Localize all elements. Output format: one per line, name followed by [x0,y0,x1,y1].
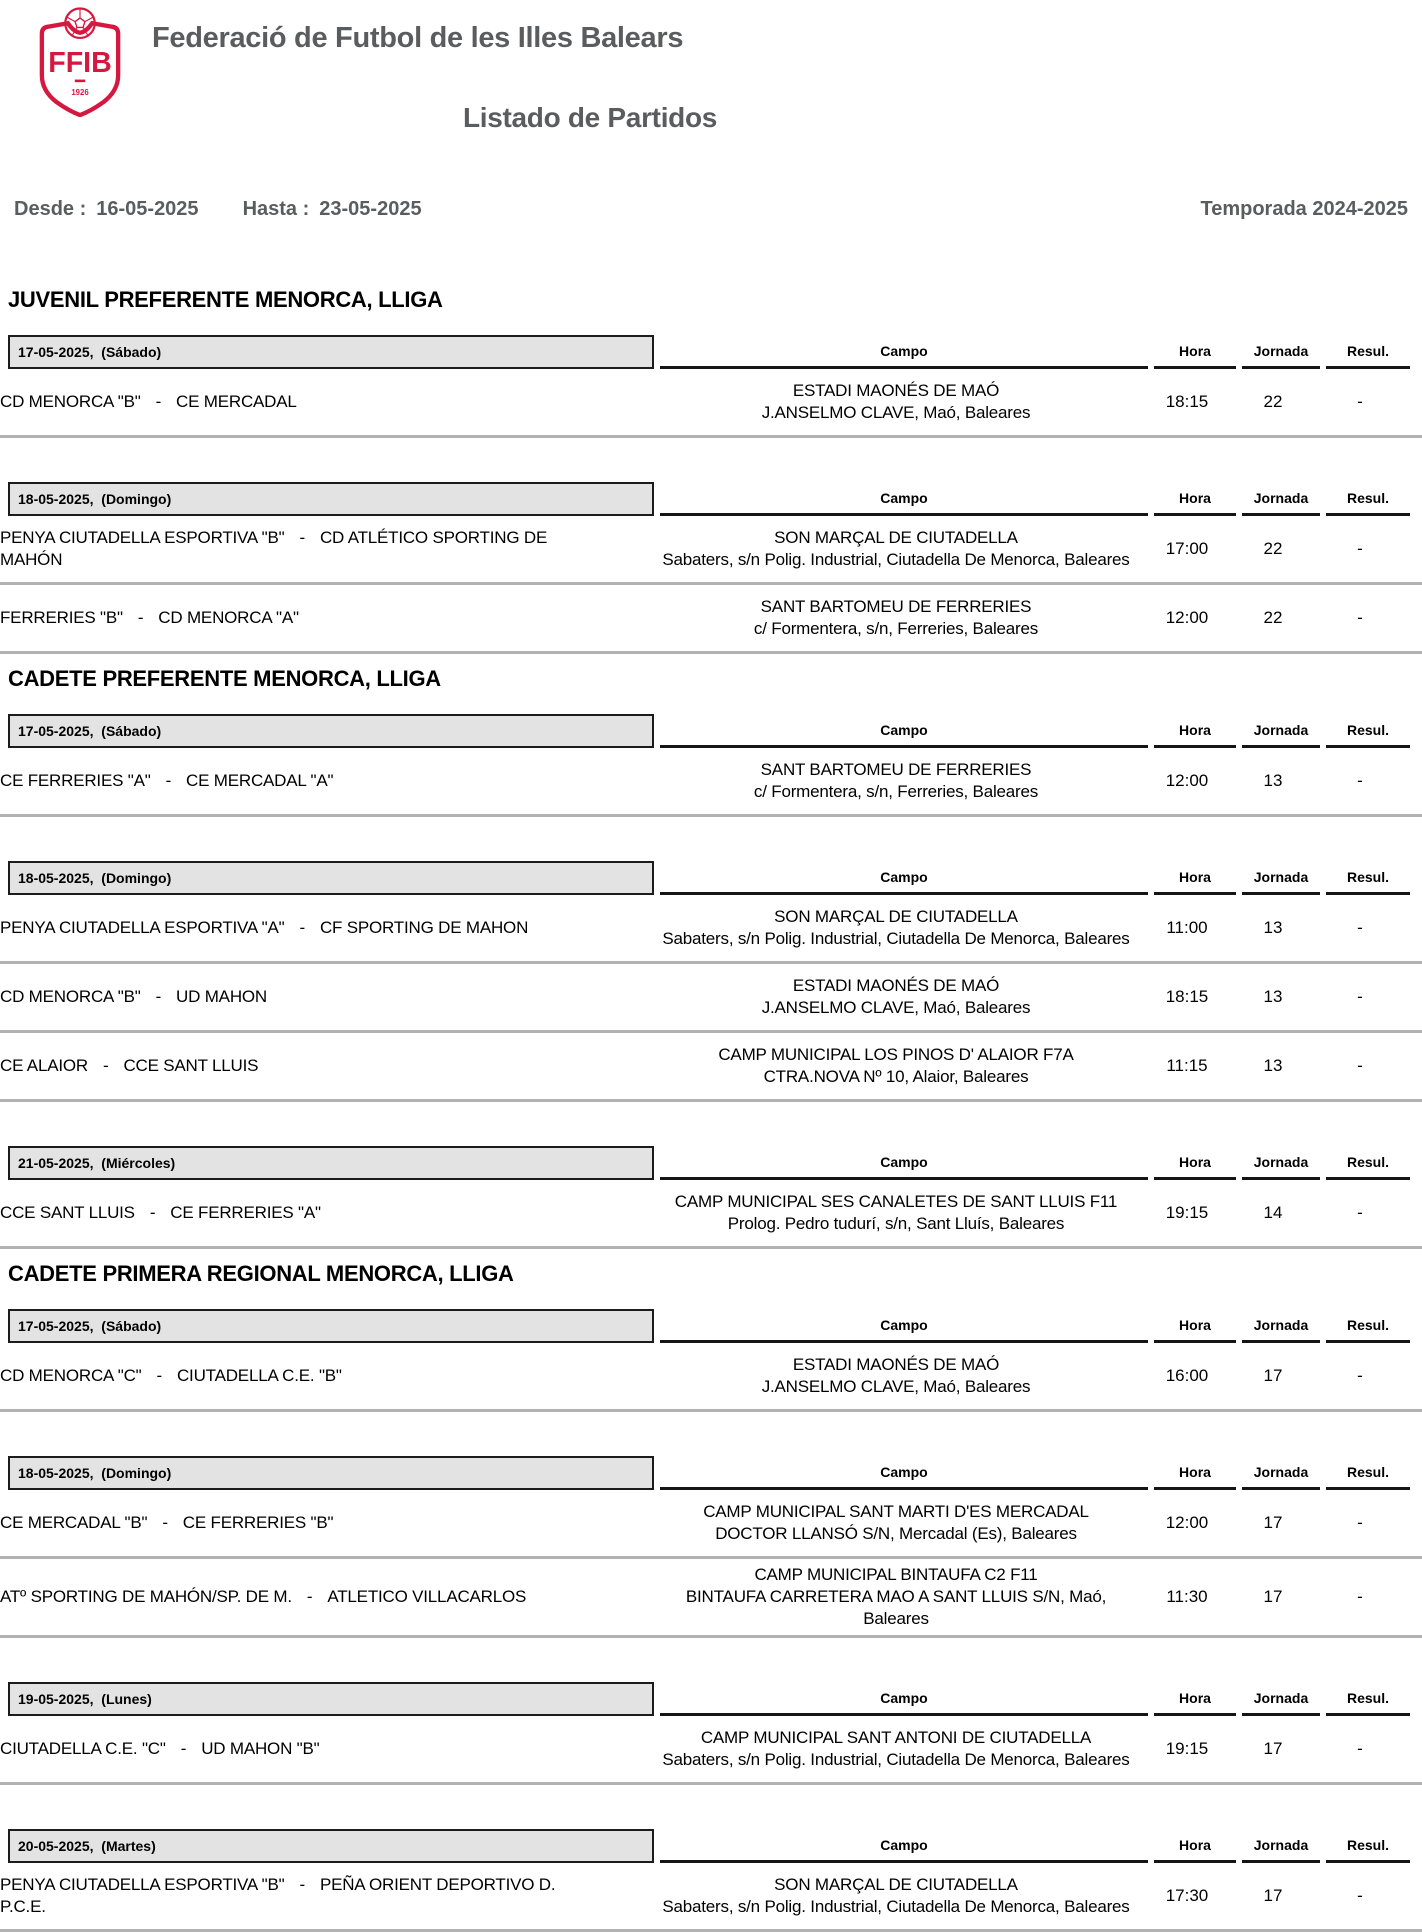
date-header-cell: 17-05-2025, (Sábado) [8,335,654,369]
match-jornada: 17 [1263,1886,1283,1905]
date-range [14,198,432,221]
venue-address: J.ANSELMO CLAVE, Maó, Baleares [761,403,1031,422]
match-row [0,585,1422,654]
match-resul: - [1357,918,1363,937]
venue-name: SANT BARTOMEU DE FERRERIES [760,597,1032,616]
match-resul: - [1357,1513,1363,1532]
match-row [0,1343,1422,1412]
match-jornada: 17 [1263,1513,1283,1532]
venue-name: SON MARÇAL DE CIUTADELLA [774,528,1018,547]
venue-address: J.ANSELMO CLAVE, Maó, Baleares [761,998,1031,1017]
venue-address: DOCTOR LLANSÓ S/N, Mercadal (Es), Baleares [715,1524,1077,1543]
venue-cell [652,906,1140,950]
page-title: Listado de Partidos [462,102,718,133]
away-team: CD ATLÉTICO SPORTING DE MAHÓN [0,528,548,569]
date-header-cell: 18-05-2025, (Domingo) [8,482,654,516]
match-row [0,516,1422,585]
match-teams [0,391,585,413]
venue-cell [652,759,1140,803]
away-team: CE FERRERIES "B" [182,1513,334,1532]
match-jornada: 13 [1263,918,1283,937]
column-header-hora: Hora [1154,335,1236,369]
match-teams [0,986,585,1008]
vs-dash: - [155,987,162,1006]
match-jornada: 22 [1263,392,1283,411]
column-header-resul: Resul. [1326,1146,1410,1180]
column-header-campo: Campo [660,1309,1148,1343]
home-team: CE MERCADAL "B" [0,1513,148,1532]
match-hora: 11:30 [1166,1587,1208,1606]
venue-cell [652,1501,1140,1545]
vs-dash: - [102,1056,109,1075]
match-hora: 17:00 [1165,539,1209,558]
match-hora: 19:15 [1165,1203,1209,1222]
venue-cell [652,1564,1140,1630]
home-team: ATº SPORTING DE MAHÓN/SP. DE M. [0,1587,292,1606]
home-team: CD MENORCA "C" [0,1366,142,1385]
date-header-cell: 18-05-2025, (Domingo) [8,861,654,895]
vs-dash: - [299,528,305,547]
home-team: PENYA CIUTADELLA ESPORTIVA "B" [0,528,285,547]
match-hora: 18:15 [1165,987,1209,1006]
venue-cell [652,596,1140,640]
table-header [0,1829,1422,1863]
match-resul: - [1357,1886,1363,1905]
match-resul: - [1357,1056,1363,1075]
venue-cell [652,1354,1140,1398]
away-team: UD MAHON [176,987,268,1006]
hasta-value: 23-05-2025 [319,198,422,220]
column-header-hora: Hora [1154,861,1236,895]
venue-name: CAMP MUNICIPAL BINTAUFA C2 F11 [754,1565,1038,1584]
match-jornada: 13 [1263,771,1283,790]
venue-address: Sabaters, s/n Polig. Industrial, Ciutadella De Menorca, Baleares [662,550,1130,569]
venue-cell [652,1874,1140,1918]
home-team: PENYA CIUTADELLA ESPORTIVA "B" [0,1875,285,1894]
venue-name: CAMP MUNICIPAL SANT MARTI D'ES MERCADAL [703,1502,1089,1521]
column-header-hora: Hora [1154,482,1236,516]
logo-dash [75,80,85,83]
venue-address: Sabaters, s/n Polig. Industrial, Ciutadella De Menorca, Baleares [662,1750,1130,1769]
desde-label: Desde : [14,198,87,220]
away-team: CE MERCADAL "A" [186,771,334,790]
match-jornada: 17 [1263,1587,1283,1606]
hasta-label: Hasta : [242,198,310,220]
match-resul: - [1357,987,1363,1006]
match-resul: - [1357,539,1363,558]
table-header [0,1146,1422,1180]
column-header-resul: Resul. [1326,1456,1410,1490]
match-resul: - [1357,1739,1363,1758]
venue-cell [652,527,1140,571]
match-resul: - [1357,771,1363,790]
venue-name: ESTADI MAONÉS DE MAÓ [792,1355,1000,1374]
table-header [0,1309,1422,1343]
match-row [0,1863,1422,1932]
venue-address: Prolog. Pedro tudurí, s/n, Sant Lluís, Baleares [727,1214,1065,1233]
ffib-logo-icon [28,4,132,117]
match-jornada: 17 [1263,1366,1283,1385]
match-hora: 11:15 [1166,1056,1208,1075]
match-teams [0,917,585,939]
column-header-campo: Campo [660,714,1148,748]
date-header-cell: 17-05-2025, (Sábado) [8,714,654,748]
column-header-campo: Campo [660,335,1148,369]
column-header-campo: Campo [660,482,1148,516]
column-header-hora: Hora [1154,714,1236,748]
away-team: PEÑA ORIENT DEPORTIVO D. P.C.E. [0,1875,556,1916]
column-header-resul: Resul. [1326,335,1410,369]
date-header-cell: 17-05-2025, (Sábado) [8,1309,654,1343]
vs-dash: - [155,392,162,411]
match-row [0,748,1422,817]
column-header-jornada: Jornada [1242,714,1320,748]
column-header-hora: Hora [1154,1309,1236,1343]
match-jornada: 13 [1263,1056,1283,1075]
column-header-campo: Campo [660,1682,1148,1716]
match-row [0,1033,1422,1102]
column-header-resul: Resul. [1326,1829,1410,1863]
section-title-cadete-preferente: CADETE PREFERENTE MENORCA, LLIGA [8,666,441,691]
table-header [0,482,1422,516]
match-resul: - [1357,1366,1363,1385]
match-row [0,1490,1422,1559]
home-team: CCE SANT LLUIS [0,1203,135,1222]
match-hora: 12:00 [1165,608,1209,627]
column-header-hora: Hora [1154,1829,1236,1863]
column-header-jornada: Jornada [1242,1829,1320,1863]
venue-name: ESTADI MAONÉS DE MAÓ [792,381,1000,400]
date-header-cell: 19-05-2025, (Lunes) [8,1682,654,1716]
match-resul: - [1357,1587,1363,1606]
column-header-resul: Resul. [1326,1682,1410,1716]
venue-address: BINTAUFA CARRETERA MAO A SANT LLUIS S/N, Maó, Baleares [685,1587,1107,1628]
match-teams [0,607,585,629]
match-jornada: 13 [1263,987,1283,1006]
season-label: Temporada 2024-2025 [1200,198,1408,220]
column-header-campo: Campo [660,1146,1148,1180]
venue-cell [652,1191,1140,1235]
table-header [0,714,1422,748]
venue-address: J.ANSELMO CLAVE, Maó, Baleares [761,1377,1031,1396]
vs-dash: - [299,918,305,937]
match-row [0,1559,1422,1638]
venue-name: ESTADI MAONÉS DE MAÓ [792,976,1000,995]
venue-address: Sabaters, s/n Polig. Industrial, Ciutadella De Menorca, Baleares [662,1897,1130,1916]
table-header [0,1456,1422,1490]
match-teams [0,1512,585,1534]
match-teams [0,1586,585,1608]
column-header-resul: Resul. [1326,482,1410,516]
date-header-cell: 18-05-2025, (Domingo) [8,1456,654,1490]
away-team: CCE SANT LLUIS [123,1056,259,1075]
match-hora: 12:00 [1165,1513,1209,1532]
match-resul: - [1357,392,1363,411]
home-team: FERRERIES "B" [0,608,123,627]
column-header-jornada: Jornada [1242,1309,1320,1343]
vs-dash: - [149,1203,156,1222]
match-hora: 17:30 [1165,1886,1209,1905]
match-hora: 19:15 [1165,1739,1209,1758]
match-jornada: 22 [1263,539,1283,558]
venue-name: CAMP MUNICIPAL SANT ANTONI DE CIUTADELLA [700,1728,1092,1747]
home-team: CE ALAIOR [0,1056,88,1075]
away-team: CE MERCADAL [176,392,297,411]
match-hora: 11:00 [1166,918,1208,937]
match-row [0,1180,1422,1249]
vs-dash: - [137,608,144,627]
home-team: CD MENORCA "B" [0,987,141,1006]
column-header-jornada: Jornada [1242,1146,1320,1180]
section-title-cadete-primera-regional: CADETE PRIMERA REGIONAL MENORCA, LLIGA [8,1261,514,1286]
venue-name: CAMP MUNICIPAL LOS PINOS D' ALAIOR F7A [718,1045,1074,1064]
venue-address: Sabaters, s/n Polig. Industrial, Ciutadella De Menorca, Baleares [662,929,1130,948]
match-teams [0,1874,585,1918]
venue-address: CTRA.NOVA Nº 10, Alaior, Baleares [763,1067,1029,1086]
vs-dash: - [299,1875,305,1894]
home-team: CIUTADELLA C.E. "C" [0,1739,166,1758]
match-jornada: 14 [1263,1203,1283,1222]
away-team: CE FERRERIES "A" [170,1203,321,1222]
column-header-resul: Resul. [1326,1309,1410,1343]
column-header-campo: Campo [660,1456,1148,1490]
home-team: CD MENORCA "B" [0,392,141,411]
match-hora: 18:15 [1165,392,1209,411]
venue-cell [652,380,1140,424]
match-row [0,369,1422,438]
match-teams [0,527,585,571]
match-teams [0,1365,585,1387]
column-header-jornada: Jornada [1242,1456,1320,1490]
venue-address: c/ Formentera, s/n, Ferreries, Baleares [753,619,1039,638]
org-title: Federació de Futbol de les Illes Balears [152,22,684,54]
logo-acronym: FFIB [48,46,112,79]
match-teams [0,1055,585,1077]
match-row [0,895,1422,964]
logo-year: 1926 [71,88,89,98]
venue-cell [652,975,1140,1019]
vs-dash: - [180,1739,187,1758]
match-hora: 16:00 [1165,1366,1209,1385]
venue-address: c/ Formentera, s/n, Ferreries, Baleares [753,782,1039,801]
column-header-hora: Hora [1154,1146,1236,1180]
match-row [0,1716,1422,1785]
venue-cell [652,1727,1140,1771]
column-header-jornada: Jornada [1242,335,1320,369]
match-teams [0,770,585,792]
match-jornada: 22 [1263,608,1283,627]
venue-name: SON MARÇAL DE CIUTADELLA [774,1875,1018,1894]
vs-dash: - [165,771,172,790]
match-resul: - [1357,1203,1363,1222]
column-header-jornada: Jornada [1242,1682,1320,1716]
venue-cell [652,1044,1140,1088]
match-resul: - [1357,608,1363,627]
match-hora: 12:00 [1165,771,1209,790]
away-team: UD MAHON "B" [201,1739,320,1758]
vs-dash: - [162,1513,168,1532]
section-title-juvenil-preferente: JUVENIL PREFERENTE MENORCA, LLIGA [8,287,443,312]
column-header-resul: Resul. [1326,861,1410,895]
table-header [0,861,1422,895]
meta-row [0,198,1422,221]
match-teams [0,1738,585,1760]
home-team: PENYA CIUTADELLA ESPORTIVA "A" [0,918,285,937]
date-header-cell: 21-05-2025, (Miércoles) [8,1146,654,1180]
column-header-campo: Campo [660,861,1148,895]
desde-value: 16-05-2025 [96,198,199,220]
venue-name: CAMP MUNICIPAL SES CANALETES DE SANT LLUIS F11 [674,1192,1118,1211]
column-header-campo: Campo [660,1829,1148,1863]
away-team: CD MENORCA "A" [158,608,299,627]
vs-dash: - [156,1366,162,1385]
column-header-hora: Hora [1154,1682,1236,1716]
column-header-jornada: Jornada [1242,482,1320,516]
home-team: CE FERRERIES "A" [0,771,151,790]
date-header-cell: 20-05-2025, (Martes) [8,1829,654,1863]
away-team: ATLETICO VILLACARLOS [327,1587,527,1606]
away-team: CF SPORTING DE MAHON [319,918,529,937]
venue-name: SANT BARTOMEU DE FERRERIES [760,760,1032,779]
match-teams [0,1202,585,1224]
vs-dash: - [306,1587,313,1606]
masthead [0,0,1422,170]
column-header-resul: Resul. [1326,714,1410,748]
match-jornada: 17 [1263,1739,1283,1758]
table-header [0,335,1422,369]
column-header-jornada: Jornada [1242,861,1320,895]
match-row [0,964,1422,1033]
away-team: CIUTADELLA C.E. "B" [176,1366,342,1385]
column-header-hora: Hora [1154,1456,1236,1490]
table-header [0,1682,1422,1716]
venue-name: SON MARÇAL DE CIUTADELLA [774,907,1018,926]
